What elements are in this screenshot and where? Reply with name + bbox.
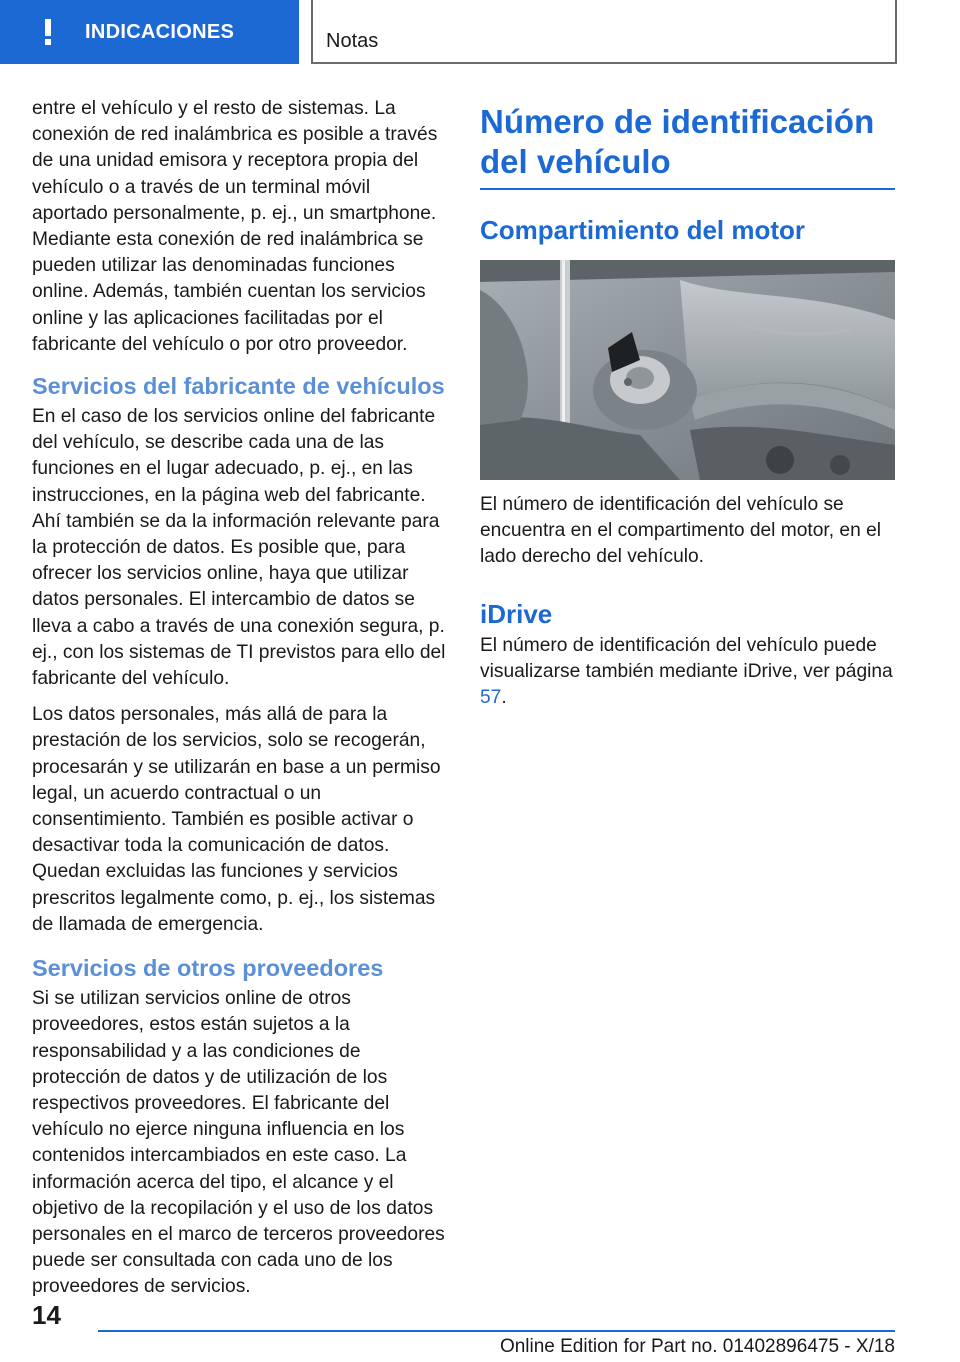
paragraph-idrive-end: .	[501, 687, 507, 709]
engine-compartment-image	[480, 260, 895, 480]
subsection-title-engine: Compartimiento del motor	[480, 215, 806, 245]
heading-other-providers: Servicios de otros proveedores	[32, 955, 384, 982]
paragraph-other-providers: Si se utilizan servicios online de otros proveedores, estos están sujetos a la responsabilidad y a las condiciones de protección de datos y de utilización de los respectivos proveedores. El fabricante del vehículo no ejerce ninguna influencia en los contenidos intercambiados en este caso. La información acerca del tipo, el alcance y el objetivo de la recopilación y el uso de los datos personales en el marco de terceros proveedores puede ser consultada con cada uno de los proveedores de servicios.	[32, 988, 445, 1298]
chapter-tab-label: INDICACIONES	[85, 20, 235, 43]
page-number: 14	[32, 1300, 61, 1330]
paragraph-engine-vin: El número de identificación del vehículo se encuentra en el compartimento del motor, en el lado derecho del vehículo.	[480, 494, 882, 568]
paragraph-personal-data: Los datos personales, más allá de para la prestación de los servicios, solo se recogerán, procesarán y se utilizarán en base a un permiso legal, un acuerdo contractual o un consentimiento. También es posible activar o desactivar toda la comunicación de datos. Quedan excluidas las funciones y servicios prescritos legalmente como, p. ej., los sistemas de llamada de emergencia.	[32, 704, 441, 935]
heading-manufacturer-services: Servicios del fabricante de vehículos	[32, 373, 445, 400]
paragraph-manufacturer-services: En el caso de los servicios online del fabricante del vehículo, se describe cada una de las funciones en el lugar adecuado, p. ej., en las instrucciones, en la página web del fabricante. Ahí también se da la información relevante para la protección de datos. Es posible que, para ofrecer los servicios online, haya que utilizar datos personales. El intercambio de datos se lleva a cabo a través de una conexión segura, p. ej., con los sistemas de TI previstos para ello del fabricante del vehículo.	[32, 406, 446, 690]
paragraph-intro: entre el vehículo y el resto de sistemas. La conexión de red inalámbrica es posible a través de una unidad emisora y receptora propia del vehículo o a través de un terminal móvil aportado personalmente, p. ej., un smartphone. Mediante esta conexión de red inalámbrica se pueden utilizar las denominadas funciones online. Además, también cuentan los servicios online y las aplicaciones facilitadas por el fabricante del vehículo o por otro proveedor.	[32, 98, 438, 355]
notes-tab-label: Notas	[326, 30, 379, 52]
edition-footer: Online Edition for Part no. 01402896475 - X/18	[499, 1336, 895, 1357]
heading-idrive: iDrive	[480, 598, 553, 629]
paragraph-idrive-text: El número de identificación del vehículo puede visualizarse también mediante iDrive, ver página	[480, 634, 893, 682]
exclamation-icon	[44, 19, 52, 45]
page-link-57[interactable]: 57	[480, 687, 502, 709]
left-column	[32, 96, 448, 1311]
right-column	[480, 96, 895, 721]
paragraph-idrive	[480, 633, 895, 712]
footer-divider	[98, 1330, 895, 1332]
notes-tab[interactable]	[311, 0, 897, 64]
section-title: Número de identificación del vehículo	[480, 102, 895, 190]
chapter-tab[interactable]	[0, 0, 299, 64]
